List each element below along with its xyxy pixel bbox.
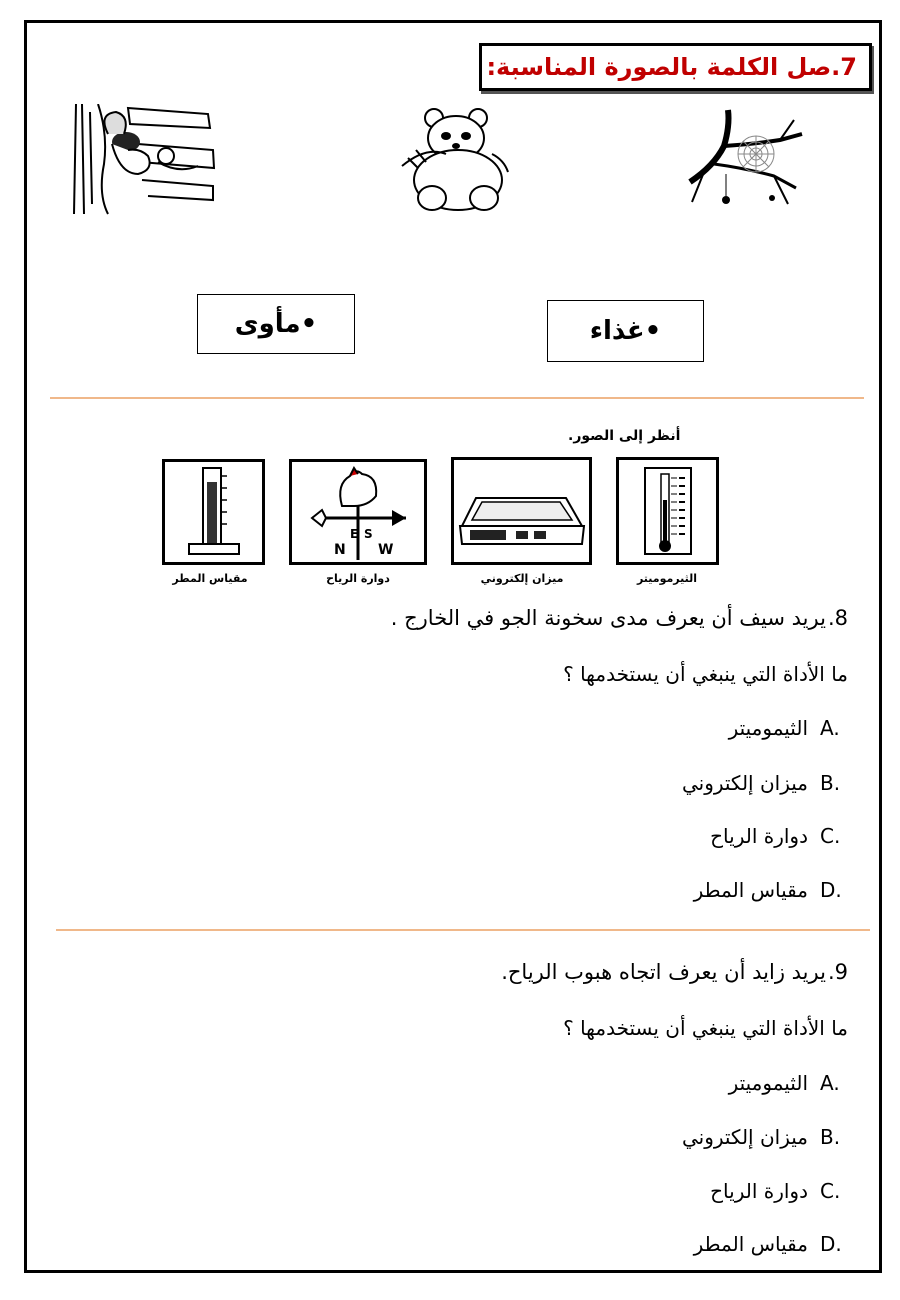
option-text: الثيموميتر (728, 716, 808, 740)
q9-prompt: ما الأداة التي ينبغي أن يستخدمها ؟ (563, 1016, 848, 1040)
q9-number: 9. (827, 960, 848, 984)
rain-gauge-label: مقياس المطر (172, 572, 248, 585)
rain-gauge-card (162, 459, 265, 565)
option-text: دوارة الرياح (710, 1179, 808, 1203)
section-divider (56, 929, 870, 931)
q8-option-c[interactable] (710, 824, 848, 848)
word-box-shelter: •مأوى (197, 294, 355, 354)
q8-prompt: ما الأداة التي ينبغي أن يستخدمها ؟ (563, 662, 848, 686)
section-divider (50, 397, 864, 399)
q9-option-b[interactable] (682, 1125, 848, 1149)
option-text: ميزان إلكتروني (681, 771, 808, 795)
option-letter: A. (820, 716, 840, 740)
thermometer-icon (619, 460, 716, 562)
q9-question-text: يريد زايد أن يعرف اتجاه هبوب الرياح. (501, 960, 826, 984)
rain-gauge-icon (165, 462, 262, 562)
option-letter: C. (820, 824, 841, 848)
wind-vane-card (289, 459, 427, 565)
wind-vane-icon (292, 462, 424, 562)
wind-vane-label: دوارة الرياح (326, 572, 390, 585)
look-at-pictures-title: أنظر إلى الصور. (568, 428, 681, 444)
word-box-food: •غذاء (547, 300, 704, 362)
q8-option-a[interactable] (729, 716, 848, 740)
option-text: الثيموميتر (728, 1071, 808, 1095)
q9-option-a[interactable] (729, 1071, 848, 1095)
option-text: مقياس المطر (693, 1232, 808, 1256)
option-letter: D. (820, 878, 842, 902)
option-letter: A. (820, 1071, 840, 1095)
electronic-scale-label: ميزان إلكتروني (480, 572, 564, 585)
q8-question (391, 606, 848, 630)
option-letter: D. (820, 1232, 842, 1256)
svg-text:E: E (350, 527, 359, 541)
q7-title: 7.صل الكلمة بالصورة المناسبة: (479, 43, 872, 91)
option-letter: C. (820, 1179, 841, 1203)
thermometer-card (616, 457, 719, 565)
q8-option-b[interactable] (682, 771, 848, 795)
option-letter: B. (820, 1125, 841, 1149)
q9-option-c[interactable] (710, 1179, 848, 1203)
svg-text:W: W (378, 542, 394, 558)
option-text: ميزان إلكتروني (681, 1125, 808, 1149)
q8-option-d[interactable] (694, 878, 848, 902)
svg-text:S: S (364, 527, 373, 541)
svg-text:N: N (334, 542, 346, 558)
electronic-scale-icon (454, 460, 589, 562)
option-letter: B. (820, 771, 841, 795)
q8-question-text: يريد سيف أن يعرف مدى سخونة الجو في الخارج . (390, 606, 826, 630)
q9-option-d[interactable] (694, 1232, 848, 1256)
electronic-scale-card (451, 457, 592, 565)
panda-eating-image (396, 106, 518, 216)
q8-number: 8. (827, 606, 848, 630)
thermometer-label: الثيرموميتر (636, 572, 698, 585)
spiderweb-tree-image (684, 106, 808, 212)
squirrel-tree-image (68, 104, 216, 216)
q9-question (501, 960, 848, 984)
option-text: مقياس المطر (693, 878, 808, 902)
option-text: دوارة الرياح (710, 824, 808, 848)
